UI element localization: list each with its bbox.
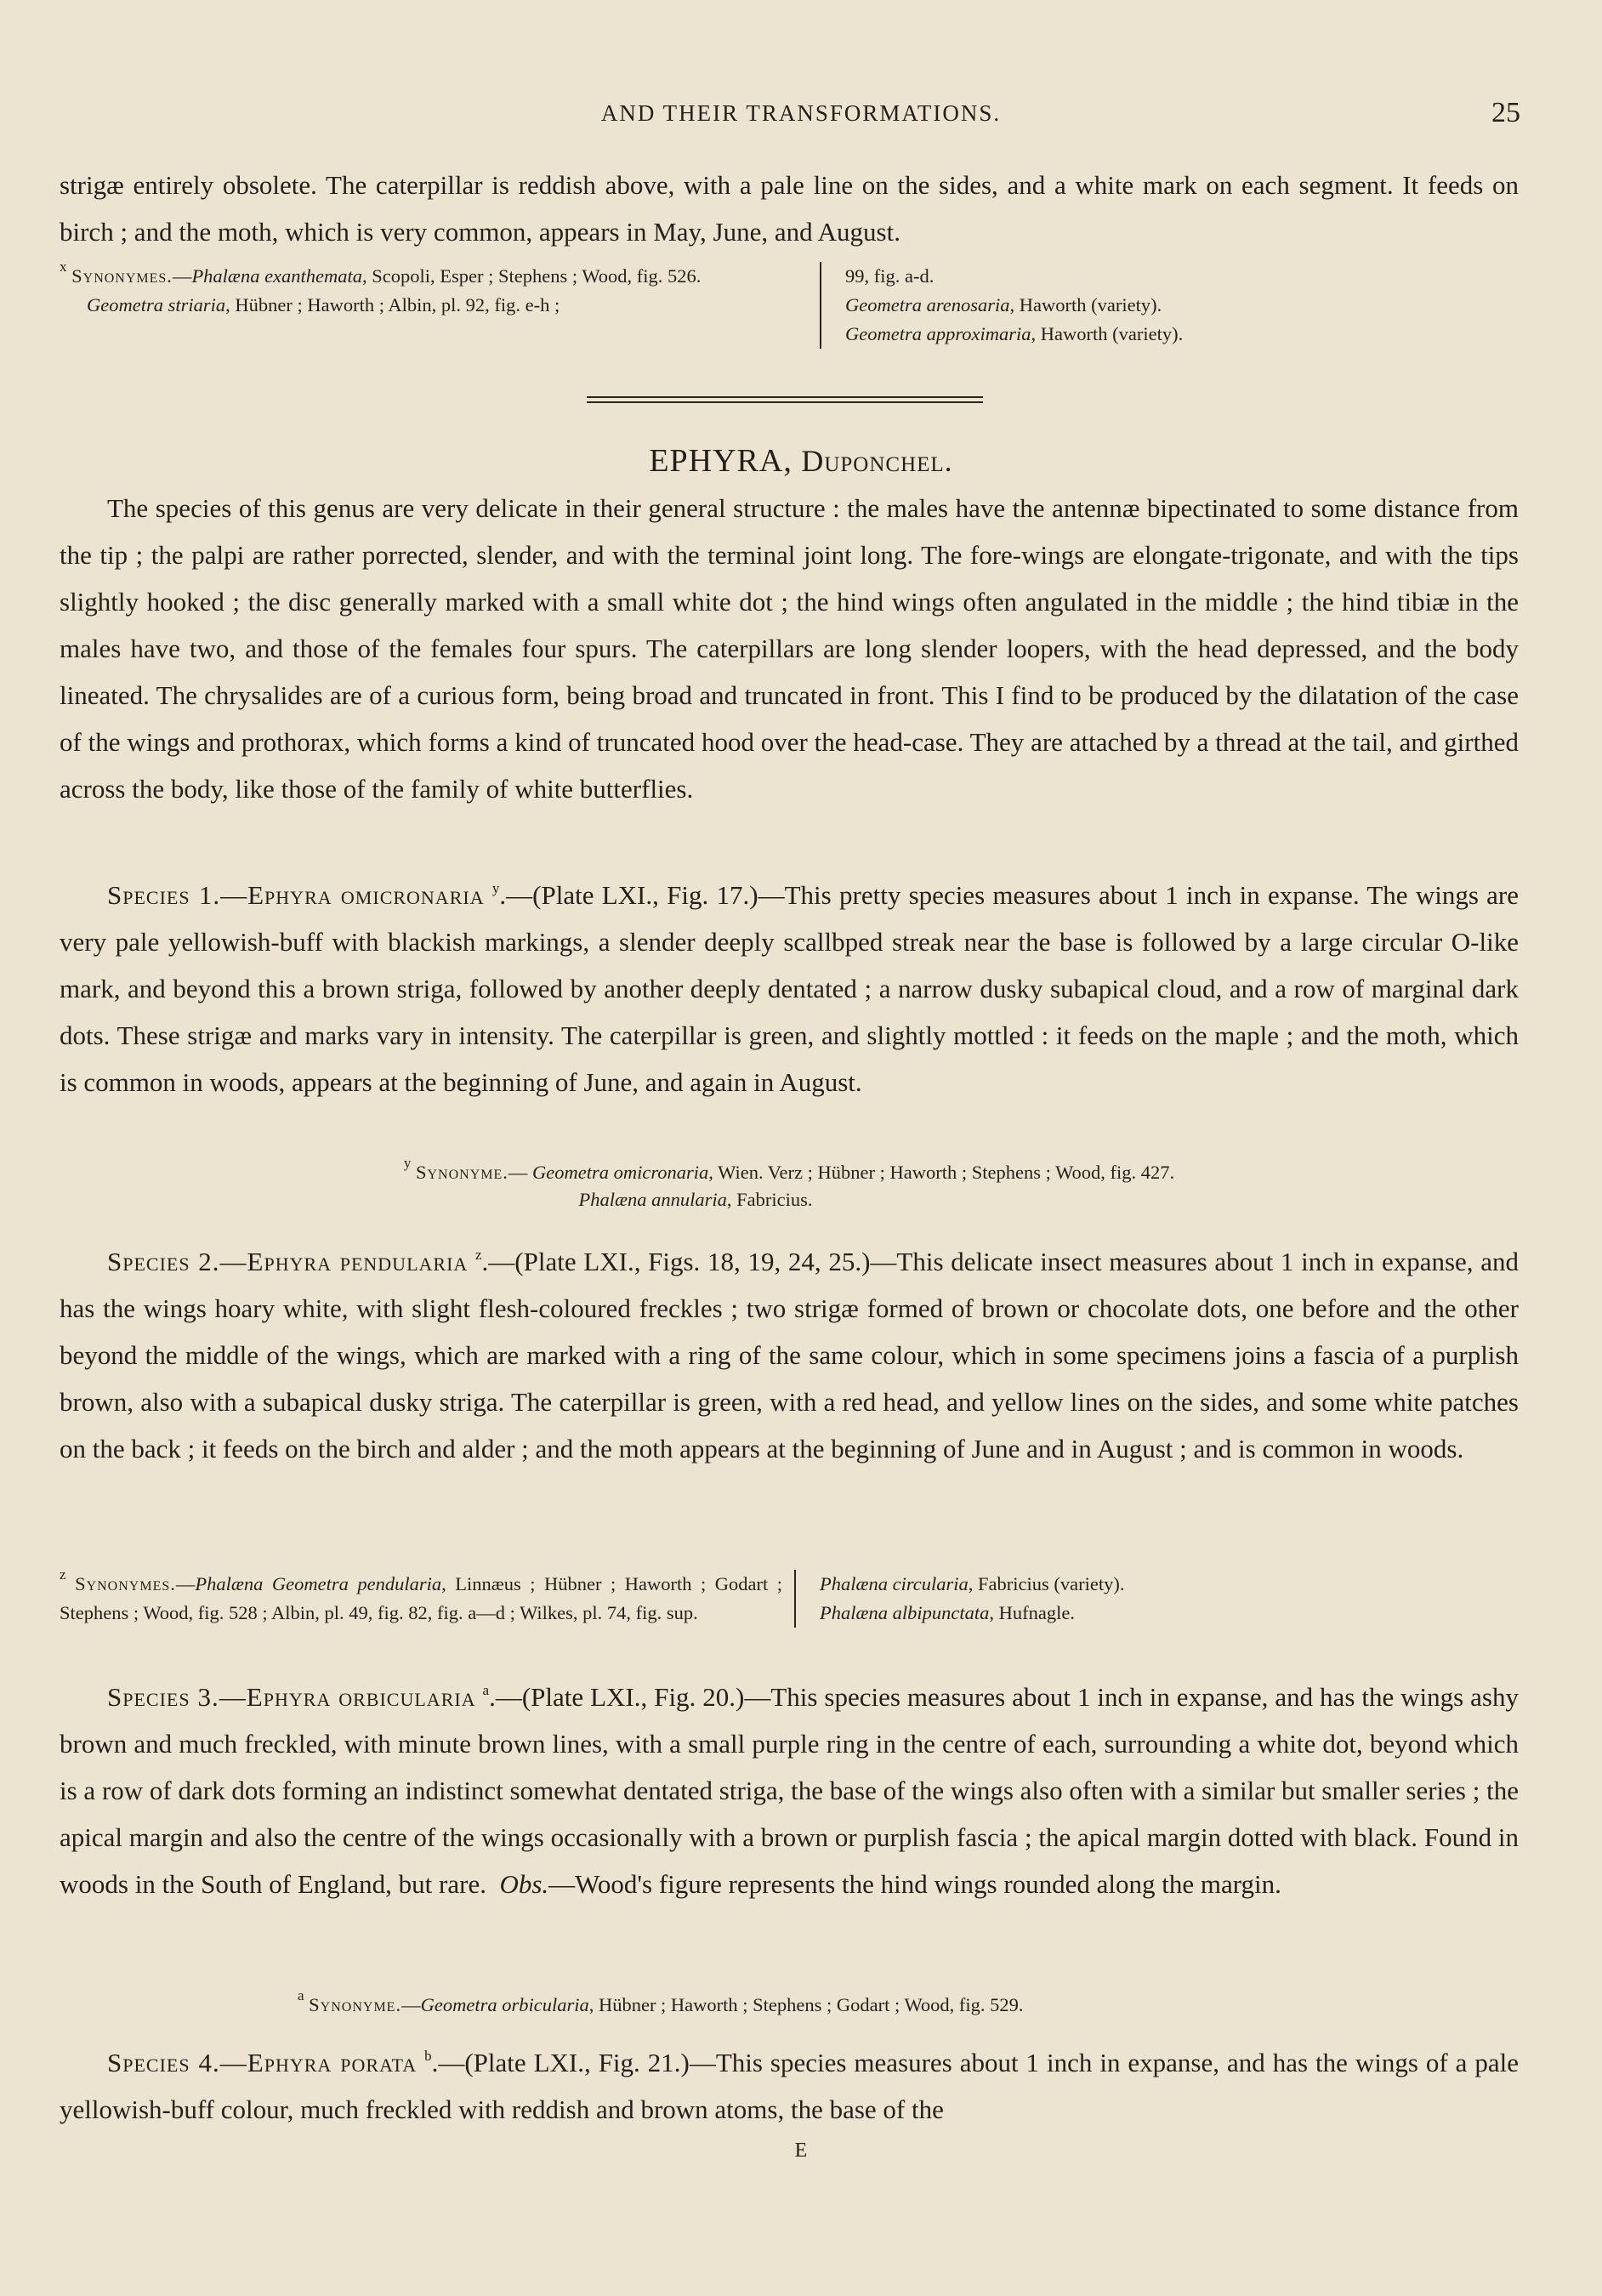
synonym-name: Geometra striaria [87,294,226,315]
synonyme-heading: Synonyme. [415,1162,508,1183]
genus-authority: Duponchel. [801,444,953,478]
synonym-name: Geometra approximaria [845,323,1031,344]
synonym-name: Phalæna albipunctata [820,1602,990,1623]
genus-heading [0,442,1602,480]
species-1-paragraph [60,872,1519,1105]
genus-name: EPHYRA, [649,443,792,479]
species-3-text: .—(Plate LXI., Fig. 20.)—This species measures about 1 inch in expanse, and has the wings ashy brown and much freckled, with minute brown lines, with a small purple ring in the centre of each, surrounding a white dot, beyond which is a row of dark dots forming an indistinct somewhat dentated striga, the base of the wings also often with a similar but smaller series ; the apical margin and also the centre of the wings occasionally with a brown or purplish fascia ; the apical margin dotted with black. Found in woods in the South of England, but rare. [60,1682,1519,1899]
synonyms-heading: Synonymes. [71,265,173,287]
carryover-section [60,162,1519,255]
species-2-paragraph [60,1238,1519,1472]
footnote-a: $^a$ Synonyme.—Geometra orbicularia, Hübner ; Haworth ; Stephens ; Godart ; Wood, fig. 529. [298,1987,1024,2015]
species-4-section [60,2039,1519,2133]
genus-description-section [60,485,1519,812]
synonym-name: Geometra omicronaria [532,1162,709,1183]
species-1-section [60,872,1519,1105]
species-4-heading: Species 4.—Ephyra porata [107,2048,418,2077]
species-3-heading: Species 3.—Ephyra orbicularia [107,1682,476,1712]
running-head: AND THEIR TRANSFORMATIONS. [600,100,1002,126]
obs-label: Obs. [499,1869,549,1899]
genus-description: The species of this genus are very delicate in their general structure : the males have the antennæ bipectinated to some distance from the tip ; the palpi are rather porrected, slender, and with the terminal joint long. The fore-wings are elongate-trigonate, and with the tips slightly hooked ; the disc generally marked with a small white dot ; the hind wings often angulated in the middle ; the hind tibiæ in the males have two, and those of the females four spurs. The caterpillars are long slender loopers, with the head depressed, and the body lineated. The chrysalides are of a curious form, being broad and truncated in front. This I find to be produced by the dilatation of the case of the wings and prothorax, which forms a kind of truncated hood over the head-case. They are attached by a thread at the tail, and girthed across the body, like those of the family of white butterflies. [60,493,1519,804]
synonym-name: Phalæna exanthemata [191,265,363,287]
footnote-marker: z [475,1247,482,1263]
footnote-z: $^z$ Synonymes.—Phalæna Geometra pendularia, Linnæus ; Hübner ; Haworth ; Godart ; Stephens ; Wood, fig. 528 ; Albin, pl. 49, fig. 82, fig. a—d ; Wilkes, pl. 74, fig. sup. Phalæna circularia, Fabricius (variety). Phalæna albipunctata, Hufnagle. [60,1570,1519,1628]
footnote-x: $^x$ Synonymes.—Phalæna exanthemata, Scopoli, Esper ; Stephens ; Wood, fig. 526. Geometra striaria, Hübner ; Haworth ; Albin, pl. 92, fig. e-h ; 99, fig. a-d. Geometra arenosaria, Haworth (variety). Geometra approximaria, Haworth (variety). [60,262,1519,349]
footnote-marker: y [491,880,500,896]
synonym-name: Phalæna annularia [578,1189,727,1210]
synonyms-heading: Synonymes. [75,1573,176,1594]
synonym-line: 99, fig. a-d. [845,265,934,287]
page-number: 25 [1491,97,1520,128]
species-2-section [60,1238,1519,1472]
species-3-section [60,1674,1519,1907]
carryover-paragraph: strigæ entirely obsolete. The caterpillar is reddish above, with a pale line on the sides, and a white mark on each segment. It feeds on birch ; and the moth, which is very common, appears in May, June, and August. [60,170,1519,247]
synonym-name: Phalæna Geometra pendularia [195,1573,442,1594]
species-3-paragraph [60,1674,1519,1907]
signature-mark: E [794,2140,808,2162]
species-2-text: .—(Plate LXI., Figs. 18, 19, 24, 25.)—This delicate insect measures about 1 inch in expanse, and has the wings hoary white, with slight flesh-coloured freckles ; two strigæ formed of brown or chocolate dots, one before and the other beyond the middle of the wings, which are marked with a ring of the same colour, which in some specimens joins a fascia of a purplish brown, also with a subapical dusky striga. The caterpillar is green, with a red head, and yellow lines on the sides, and some white patches on the back ; it feeds on the birch and alder ; and the moth appears at the beginning of June and in August ; and is common in woods. [60,1247,1520,1463]
species-4-paragraph [60,2039,1519,2133]
synonym-name: Phalæna circularia [820,1573,969,1594]
footnote-marker: a [482,1682,490,1698]
footnote-y: $^y$ Synonyme.— Geometra omicronaria, Wien. Verz ; Hübner ; Haworth ; Stephens ; Wood, fig. 427. Phalæna annularia, Fabricius. [403,1155,1175,1210]
footnote-marker: b [424,2048,432,2064]
footnote-marker: x [60,259,67,275]
section-divider-rule [587,396,983,403]
obs-text: —Wood's figure represents the hind wings rounded along the margin. [548,1869,1281,1899]
species-2-heading: Species 2.—Ephyra pendularia [107,1247,469,1276]
synonym-name: Geometra arenosaria [845,294,1010,315]
synonyme-heading: Synonyme. [309,1994,402,2015]
species-1-text: .—(Plate LXI., Fig. 17.)—This pretty species measures about 1 inch in expanse. The wings are very pale yellowish-buff with blackish markings, a slender deeply scallbped streak near the base is followed by a large circular O-like mark, and beyond this a brown striga, followed by another deeply dentated ; a narrow dusky subapical cloud, and a row of marginal dark dots. These strigæ and marks vary in intensity. The caterpillar is green, and slightly mottled : it feeds on the maple ; and the moth, which is common in woods, appears at the beginning of June, and again in August. [60,880,1520,1097]
species-4-text: .—(Plate LXI., Fig. 21.)—This species measures about 1 inch in expanse, and has the wings of a pale yellowish-buff colour, much freckled with reddish and brown atoms, the base of the [60,2048,1519,2124]
species-1-heading: Species 1.—Ephyra omicronaria [107,880,485,910]
synonym-name: Geometra orbicularia [420,1994,589,2015]
